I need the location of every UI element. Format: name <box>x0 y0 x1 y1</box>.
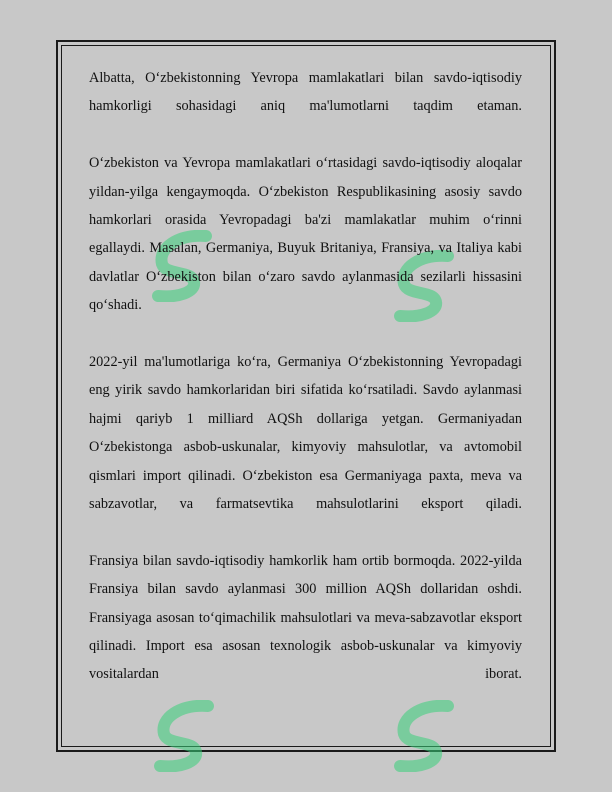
paragraph-france: Fransiya bilan savdo-iqtisodiy hamkorlik ham ortib bormoqda. 2022-yilda Fransiya bilan savdo aylanmasi 300 million AQSh dollaridan oshdi. Fransiyaga asosan to‘qimachilik mahsulotlari va meva-sabzavotlar eksport qilinadi. Import esa asosan texnologik asbob-uskunalar va kimyoviy vositalardan iborat. <box>89 552 522 683</box>
paragraph-germany: 2022-yil ma'lumotlariga ko‘ra, Germaniya O‘zbekistonning Yevropadagi eng yirik savdo hamkorlaridan biri sifatida ko‘rsatiladi. Savdo aylanmasi hajmi qariyb 1 milliard AQSh dollariga yetgan. Germaniyadan O‘zbekistonga asbob-uskunalar, kimyoviy mahsulotlar, va avtomobil qismlari import qilinadi. O‘zbekiston esa Germaniyaga paxta, meva va sabzavotlar, va farmatsevtika mahsulotlarini eksport qiladi. <box>89 354 522 513</box>
document-body <box>89 64 522 717</box>
paragraph-relations: O‘zbekiston va Yevropa mamlakatlari o‘rtasidagi savdo-iqtisodiy aloqalar yildan-yilga kengaymoqda. O‘zbekiston Respublikasining asosiy savdo hamkorlari orasida Yevropadagi ba'zi mamlakatlar muhim o‘rinni egallaydi. Masalan, Germaniya, Buyuk Britaniya, Fransiya, va Italiya kabi davlatlar O‘zbekiston bilan o‘zaro savdo aylanmasida sezilarli hissasini qo‘shadi. <box>89 155 522 314</box>
paragraph-intro: Albatta, O‘zbekistonning Yevropa mamlakatlari bilan savdo-iqtisodiy hamkorligi sohasidagi aniq ma'lumotlarni taqdim etaman. <box>89 70 522 115</box>
